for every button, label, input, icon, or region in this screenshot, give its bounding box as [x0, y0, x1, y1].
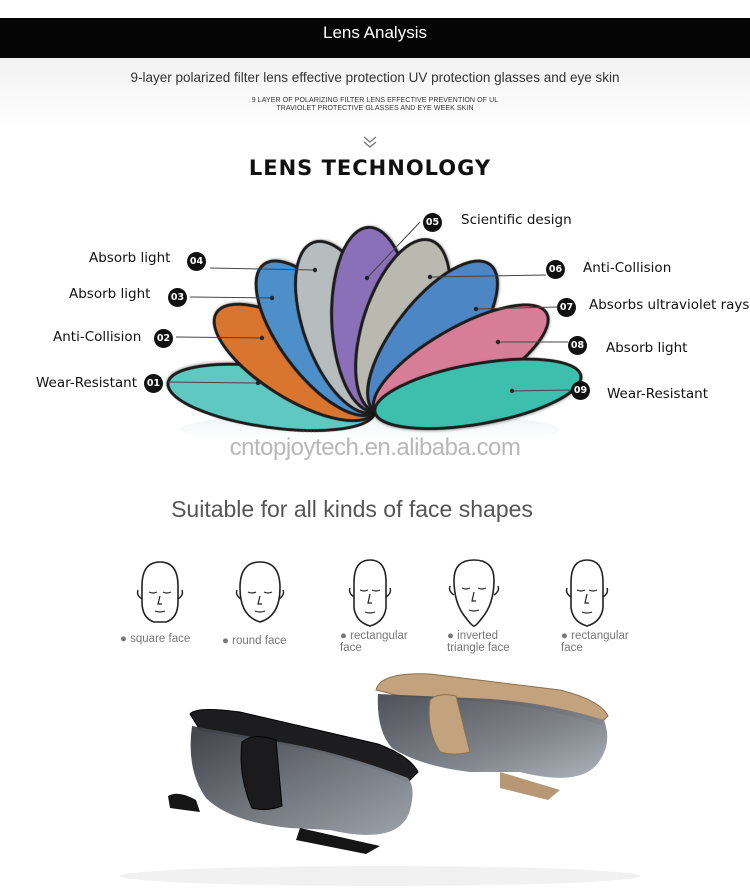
leader-dot-07	[474, 307, 478, 311]
face-label-line1: ● inverted	[447, 630, 499, 642]
layer-badge-09: 09	[571, 381, 590, 400]
rectangular-face-icon	[342, 556, 398, 630]
leader-dot-04	[313, 268, 317, 272]
layer-badge-04: 04	[187, 252, 206, 271]
face-label-round	[222, 635, 287, 647]
face-label-line1: ● rectangular	[340, 630, 408, 642]
layer-badge-07: 07	[557, 298, 576, 317]
leader-dot-01	[256, 381, 260, 385]
leader-dot-03	[270, 296, 274, 300]
layer-label-02: Anti-Collision	[53, 329, 142, 345]
face-label-inverted-triangle	[447, 630, 510, 654]
face-label-line2: triangle face	[447, 642, 510, 654]
leader-dot-05	[365, 276, 369, 280]
layer-label-04: Absorb light	[89, 250, 171, 266]
glasses-shadow	[120, 866, 640, 886]
face-shapes-title: Suitable for all kinds of face shapes	[171, 496, 533, 522]
tan-frame-glasses	[376, 674, 608, 800]
subtitle: 9-layer polarized filter lens effective protection UV protection glasses and eye skin	[130, 70, 620, 85]
sunglasses-image	[0, 660, 750, 895]
layer-label-03: Absorb light	[69, 286, 151, 302]
leader-dot-09	[510, 389, 514, 393]
layer-label-08: Absorb light	[606, 340, 688, 356]
layer-badge-02: 02	[154, 329, 173, 348]
layer-badge-05: 05	[423, 213, 442, 232]
layer-label-05: Scientific design	[461, 212, 572, 228]
watermark: cntopjoytech.en.alibaba.com	[229, 434, 521, 461]
layer-badge-01: 01	[144, 374, 163, 393]
black-frame-glasses	[168, 709, 418, 854]
face-label-rectangular	[340, 630, 408, 654]
face-label-rectangular-2	[561, 630, 629, 654]
layer-label-07: Absorbs ultraviolet rays	[589, 297, 750, 313]
face-label-line1: ● square face	[120, 633, 191, 645]
layer-badge-06: 06	[546, 260, 565, 279]
small-caption-line2: TRAVIOLET PROTECTIVE GLASSES AND EYE WEEK SKIN	[276, 105, 474, 112]
rectangular-face-icon-2	[559, 556, 615, 630]
layer-badge-08: 08	[568, 336, 587, 355]
square-face-icon	[132, 556, 188, 630]
round-face-icon	[232, 556, 288, 630]
layer-label-09: Wear-Resistant	[607, 386, 709, 402]
leader-dot-08	[496, 340, 500, 344]
face-label-line1: ● round face	[222, 635, 287, 647]
layer-badge-03: 03	[168, 288, 187, 307]
layer-label-01: Wear-Resistant	[36, 375, 138, 391]
small-caption-line1: 9 LAYER OF POLARIZING FILTER LENS EFFECTIVE PREVENTION OF UL	[251, 97, 499, 104]
face-label-line1: ● rectangular	[561, 630, 629, 642]
page-title: Lens Analysis	[0, 18, 750, 58]
leader-dot-06	[428, 275, 432, 279]
face-label-line2: face	[340, 642, 362, 654]
face-label-square	[120, 633, 190, 645]
lens-technology-title: LENS TECHNOLOGY	[248, 156, 492, 180]
leader-dot-02	[260, 336, 264, 340]
layer-label-06: Anti-Collision	[583, 260, 672, 276]
face-label-line2: face	[561, 642, 583, 654]
inverted-triangle-face-icon	[446, 556, 502, 630]
